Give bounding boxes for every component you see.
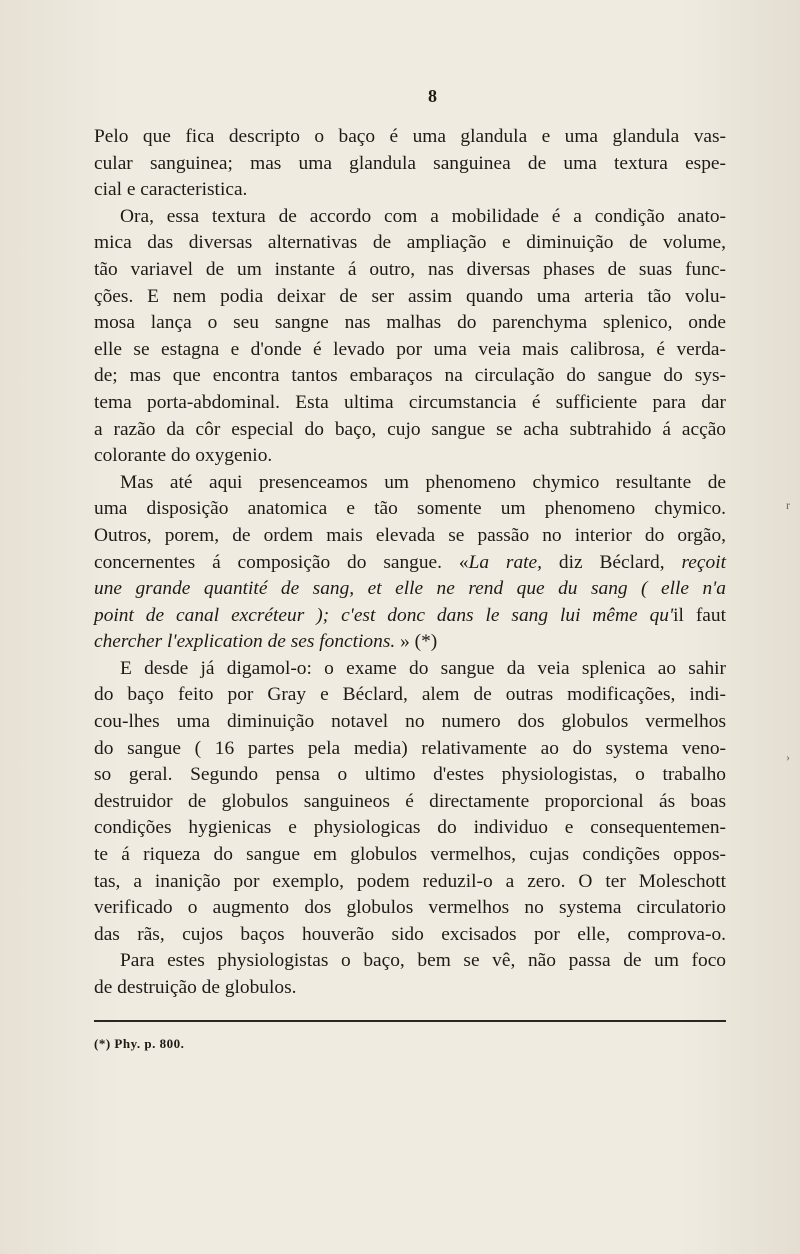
text-line: cial e caracteristica. (94, 179, 248, 201)
text-line: mosa lança o seu sangne nas malhas do parenchyma splenico, onde (94, 312, 726, 334)
text-line: verificado o augmento dos globulos vermelhos no systema circulatorio (94, 897, 726, 919)
text-line (94, 629, 726, 656)
text-line: a razão da côr especial do baço, cujo sangue se acha subtrahido á acção (94, 418, 726, 440)
text-line: tema porta-abdominal. Esta ultima circumstancia é sufficiente para dar (94, 391, 726, 413)
text-line: destruidor de globulos sanguineos é directamente proporcional ás boas (94, 790, 726, 812)
text-line: ções. E nem podia deixar de ser assim quando uma arteria tão volu- (94, 285, 726, 307)
text-line (94, 550, 726, 577)
text-line: condições hygienicas e physiologicas do individuo e consequentemen- (94, 817, 726, 839)
text-line: do baço feito por Gray e Béclard, alem de outras modificações, indi- (94, 684, 726, 706)
text-run: il faut (673, 604, 726, 626)
text-line: Ora, essa textura de accordo com a mobilidade é a condição anato- (120, 205, 726, 227)
footnote-rule (94, 1020, 726, 1022)
text-line: de destruição de globulos. (94, 977, 297, 998)
text-line: das rãs, cujos baços houverão sido excisados por elle, comprova-o. (94, 923, 726, 945)
text-line (94, 576, 726, 603)
page-number: 8 (428, 86, 437, 106)
text-line: cular sanguinea; mas uma glandula sanguinea de uma textura espe- (94, 152, 726, 174)
text-line: de; mas que encontra tantos embaraços na circulação do sangue do sys- (94, 365, 726, 387)
italic-run: reçoit (681, 551, 726, 573)
italic-run: chercher l'explication de ses fonctions. (94, 631, 396, 653)
text-line: so geral. Segundo pensa o ultimo d'estes physiologistas, o trabalho (94, 764, 726, 786)
italic-run: La rate, (468, 551, 543, 573)
text-line: tas, a inanição por exemplo, podem reduzil-o a zero. O ter Moleschott (94, 870, 726, 892)
text-line: elle se estagna e d'onde é levado por uma veia mais calibrosa, é verda- (94, 338, 726, 360)
text-run: » (*) (395, 631, 438, 653)
text-line: uma disposição anatomica e tão somente um phenomeno chymico. (94, 498, 726, 520)
italic-run: une grande quantité de sang, et elle ne rend que du sang ( elle n'a (94, 578, 726, 600)
text-run: concernentes á composição do sangue. « (94, 551, 469, 573)
text-line: mica das diversas alternativas de ampliação e diminuição de volume, (94, 232, 726, 254)
margin-mark: r (786, 498, 790, 512)
margin-mark: › (786, 750, 790, 764)
italic-run: point de canal excréteur ); c'est donc dans le sang lui même qu' (94, 604, 674, 626)
text-line: Pelo que fica descripto o baço é uma glandula e uma glandula vas- (94, 126, 726, 147)
text-line: Outros, porem, de ordem mais elevada se passão no interior do orgão, (94, 524, 726, 546)
text-line: do sangue ( 16 partes pela media) relativamente ao do systema veno- (94, 737, 726, 759)
text-line: tão variavel de um instante á outro, nas diversas phases de suas func- (94, 258, 726, 280)
text-line: Mas até aqui presenceamos um phenomeno chymico resultante de (120, 471, 726, 493)
text-run: diz Béclard, (542, 551, 682, 573)
text-line: te á riqueza do sangue em globulos vermelhos, cujas condições oppos- (94, 844, 726, 866)
body-text (94, 124, 726, 1002)
text-line: Para estes physiologistas o baço, bem se vê, não passa de um foco (120, 950, 726, 972)
text-line (94, 603, 726, 630)
text-line: cou-lhes uma diminuição notavel no numero dos globulos vermelhos (94, 711, 726, 733)
text-line: colorante do oxygenio. (94, 445, 273, 467)
text-line: E desde já digamol-o: o exame do sangue da veia splenica ao sahir (120, 657, 726, 679)
footnote: (*) Phy. p. 800. (94, 1036, 185, 1051)
